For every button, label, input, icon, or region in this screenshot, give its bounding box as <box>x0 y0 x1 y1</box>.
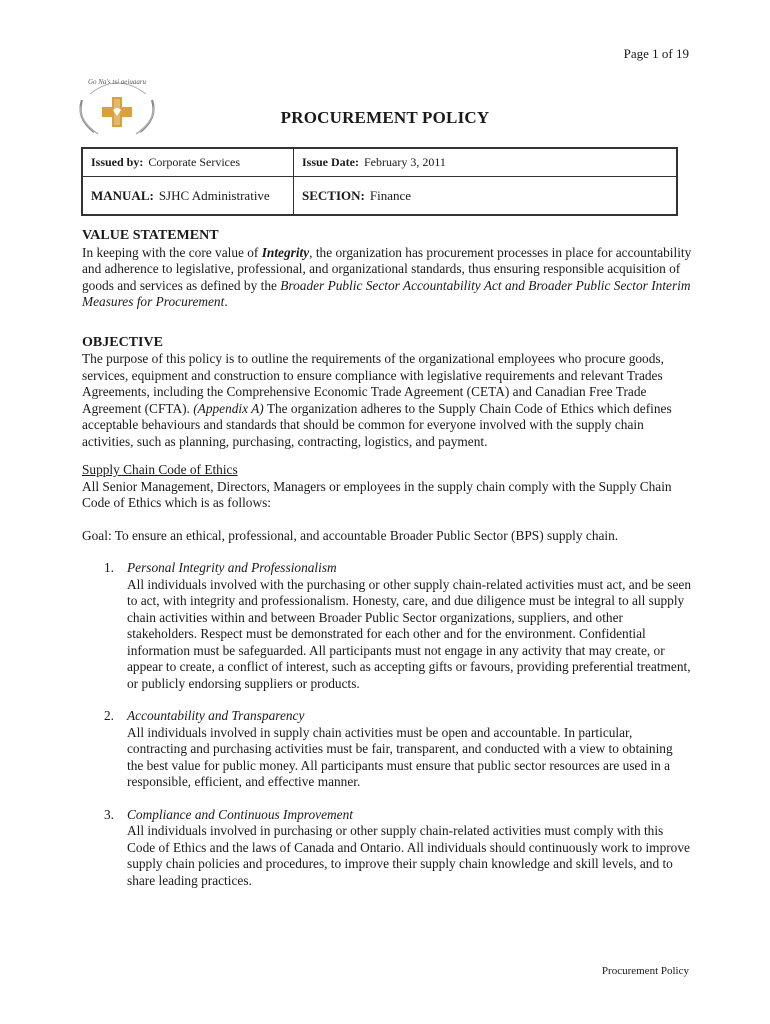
logo-emblem-icon <box>72 70 162 140</box>
manual-label: MANUAL: <box>91 187 154 203</box>
policy-body <box>82 228 692 889</box>
issued-by-value: Corporate Services <box>148 155 240 169</box>
manual-cell <box>83 177 294 214</box>
goal-statement: Goal: To ensure an ethical, professional, and accountable Broader Public Sector (BPS) supply chain. <box>82 527 619 543</box>
section-value: Finance <box>369 187 412 203</box>
code-of-ethics-intro: All Senior Management, Directors, Managers or employees in the supply chain comply with the Supply Chain Code of Ethics which is as follows: <box>82 478 672 510</box>
issued-by-cell <box>83 149 294 176</box>
policy-info-table <box>81 147 678 216</box>
objective-text: The purpose of this policy is to outline the requirements of the organizational employees who procure goods, services, equipment and construction to ensure compliance with legislative requirements and relevant Trades Agreements, including the Comprehensive Economic Trade Agreement (CETA) and Canadian Free Trade Agreement (CFTA). (Appendix A) The organization adheres to the Supply Chain Code of Ethics which defines acceptable behaviours and standards that should be common for everyone involved with the supply chain activities, such as planning, purchasing, contracting, logistics, and payment. <box>82 351 672 449</box>
objective-heading: OBJECTIVE <box>82 334 163 350</box>
code-of-ethics-list <box>82 560 692 889</box>
list-item-title: Compliance and Continuous Improvement <box>127 806 353 822</box>
list-item: 3. Compliance and Continuous Improvement All individuals involved in purchasing or other supply chain-related activities must comply with this Code of Ethics and the laws of Canada and Ontario. All individuals should continuously work to improve supply chain policies and procedures, to improve their supply chain knowledge and skill levels, and to share leading practices. <box>82 807 692 890</box>
section-label: SECTION: <box>302 187 365 203</box>
list-item-text: All individuals involved with the purchasing or other supply chain-related activities must act, and be seen to act, with integrity and professionalism. Honesty, care, and due diligence must be integral to all supply chain activities within and between Broader Public Sector organizations, suppliers, and other stakeholders. Respect must be demonstrated for each other and for the environment. Confidential information must be safeguarded. All participants must not engage in any activity that may create, or appear to create, a conflict of interest, such as accepting gifts or favours, providing preferential treatment, or publicly endorsing suppliers or products. <box>127 576 692 691</box>
list-item: 2. Accountability and Transparency All individuals involved in supply chain activities must be open and accountable. In particular, contracting and purchasing activities must be fair, transparent, and conducted with a view to obtaining the best value for public money. All participants must ensure that public sector resources are used in a responsible, efficient, and effective manner. <box>82 708 692 791</box>
list-item-title: Personal Integrity and Professionalism <box>127 560 337 575</box>
list-item-text: All individuals involved in supply chain activities must be open and accountable. In particular, contracting and purchasing activities must be fair, transparent, and conducted with a view to obtaining the best value for public money. All participants must ensure that public sector resources are used in a responsible, efficient, and effective manner. <box>127 724 673 789</box>
issue-date-label: Issue Date: <box>302 155 359 169</box>
value-statement-heading: VALUE STATEMENT <box>82 228 219 243</box>
code-of-ethics-subheading: Supply Chain Code of Ethics <box>82 462 238 477</box>
footer-label: Procurement Policy <box>601 965 689 977</box>
section-cell <box>294 177 676 214</box>
manual-value: SJHC Administrative <box>158 187 270 203</box>
list-item-title: Accountability and Transparency <box>127 708 305 723</box>
issued-by-label: Issued by: <box>91 155 144 169</box>
logo-arc-text: Go Na's tsi aeiuaaru <box>87 78 147 86</box>
info-row <box>83 176 676 214</box>
list-item-text: All individuals involved in purchasing or other supply chain-related activities must comply with this Code of Ethics and the laws of Canada and Ontario. All individuals should continuously work to improve supply chain policies and procedures, to improve their supply chain knowledge and skill levels, and to share leading practices. <box>127 823 690 888</box>
issue-date-cell <box>294 149 676 176</box>
organization-logo <box>72 70 162 140</box>
issue-date-value: February 3, 2011 <box>364 155 446 169</box>
page-title: PROCUREMENT POLICY <box>280 108 490 127</box>
info-row <box>83 149 676 176</box>
value-statement-text: In keeping with the core value of Integrity, the organization has procurement processes in place for accountability and adherence to legislative, professional, and organizational standards, thus ensuring responsible acquisition of goods and services as defined by the Broader Public Sector Accountability Act and Broader Public Sector Interim Measures for Procurement. <box>82 244 692 309</box>
list-item: 1. Personal Integrity and Professionalism All individuals involved with the purchasing or other supply chain-related activities must act, and be seen to act, with integrity and professionalism. Honesty, care, and due diligence must be integral to all supply chain activities within and between Broader Public Sector organizations, suppliers, and other stakeholders. Respect must be demonstrated for each other and for the environment. Confidential information must be safeguarded. All participants must not engage in any activity that may create, or appear to create, a conflict of interest, such as accepting gifts or favours, providing preferential treatment, or publicly endorsing suppliers or products. <box>104 560 692 691</box>
page-number: Page 1 of 19 <box>623 46 689 61</box>
